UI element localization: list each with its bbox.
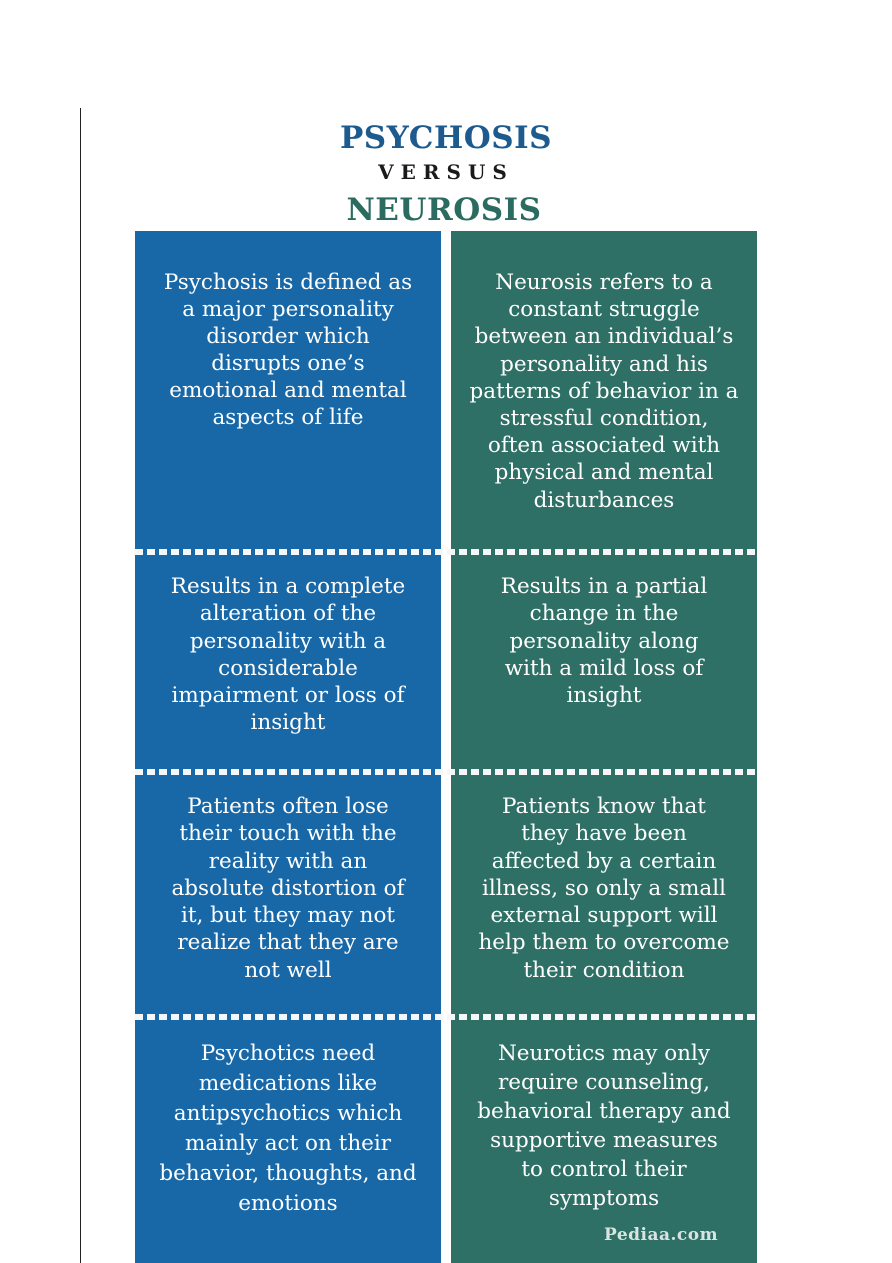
title-versus: VERSUS bbox=[378, 160, 514, 184]
line: personality and his bbox=[500, 351, 708, 377]
line: their touch with the bbox=[179, 821, 397, 847]
line: symptoms bbox=[548, 1186, 660, 1211]
line: personality with a bbox=[189, 628, 387, 654]
line: physical and mental bbox=[494, 460, 714, 486]
row-divider bbox=[135, 769, 757, 775]
psychosis-awareness bbox=[135, 793, 441, 984]
line: Psychosis is defined as bbox=[163, 270, 413, 295]
line: between an individual’s bbox=[474, 324, 734, 350]
psychosis-treatment bbox=[135, 1039, 441, 1219]
line: Results in a partial bbox=[500, 574, 708, 599]
line: it, but they may not bbox=[180, 903, 396, 929]
line: illness, so only a small bbox=[481, 875, 727, 901]
line: a major personality bbox=[182, 297, 394, 322]
line: to control their bbox=[521, 1157, 687, 1182]
neurosis-definition bbox=[451, 269, 757, 514]
line: Patients often lose bbox=[187, 794, 389, 819]
line: impairment or loss of bbox=[171, 683, 405, 709]
line: not well bbox=[244, 957, 332, 983]
line: affected by a certain bbox=[491, 848, 717, 874]
line: antipsychotics which bbox=[173, 1101, 403, 1126]
line: behavior, thoughts, and bbox=[159, 1161, 417, 1186]
psychosis-effect bbox=[135, 573, 441, 737]
neurosis-awareness bbox=[451, 793, 757, 984]
line: medications like bbox=[198, 1071, 378, 1096]
line: absolute distortion of bbox=[171, 875, 405, 901]
line: insight bbox=[250, 710, 326, 736]
line: stressful condition, bbox=[499, 406, 709, 432]
line: considerable bbox=[218, 655, 358, 681]
neurosis-effect bbox=[451, 573, 757, 709]
line: emotional and mental bbox=[169, 378, 407, 403]
line: often associated with bbox=[487, 433, 721, 459]
line: Neurosis refers to a bbox=[495, 270, 713, 295]
line: their condition bbox=[523, 957, 685, 983]
line: emotions bbox=[238, 1191, 338, 1216]
line: personality along bbox=[509, 628, 699, 654]
line: reality with an bbox=[208, 848, 368, 874]
line: constant struggle bbox=[508, 297, 700, 323]
row-divider bbox=[135, 1014, 757, 1020]
title-psychosis: PSYCHOSIS bbox=[339, 120, 553, 156]
line: disrupts one’s bbox=[211, 351, 365, 376]
line: insight bbox=[566, 683, 642, 709]
line: disorder which bbox=[206, 324, 370, 349]
line: require counseling, bbox=[498, 1070, 710, 1095]
neurosis-treatment bbox=[451, 1039, 757, 1213]
line: with a mild loss of bbox=[504, 655, 704, 681]
title-neurosis: NEUROSIS bbox=[346, 192, 542, 228]
line: realize that they are bbox=[177, 930, 399, 956]
line: Neurotics may only bbox=[497, 1041, 711, 1066]
line: mainly act on their bbox=[184, 1131, 392, 1156]
line: patterns of behavior in a bbox=[469, 378, 739, 404]
line: help them to overcome bbox=[478, 930, 730, 956]
line: disturbances bbox=[533, 487, 675, 513]
line: they have been bbox=[521, 821, 687, 847]
line: alteration of the bbox=[199, 601, 377, 627]
line: Psychotics need bbox=[200, 1041, 376, 1066]
line: aspects of life bbox=[212, 405, 364, 430]
line: Patients know that bbox=[502, 794, 706, 819]
line: change in the bbox=[529, 601, 679, 627]
line: Results in a complete bbox=[170, 574, 406, 599]
line: supportive measures bbox=[490, 1128, 718, 1153]
psychosis-definition bbox=[135, 269, 441, 431]
line: behavioral therapy and bbox=[477, 1099, 731, 1124]
pediaa-logo: Pediaa.com bbox=[604, 1225, 719, 1245]
page-left-rule bbox=[80, 108, 81, 1263]
line: external support will bbox=[490, 903, 718, 929]
comparison-grid bbox=[135, 231, 757, 1263]
row-divider bbox=[135, 549, 757, 555]
